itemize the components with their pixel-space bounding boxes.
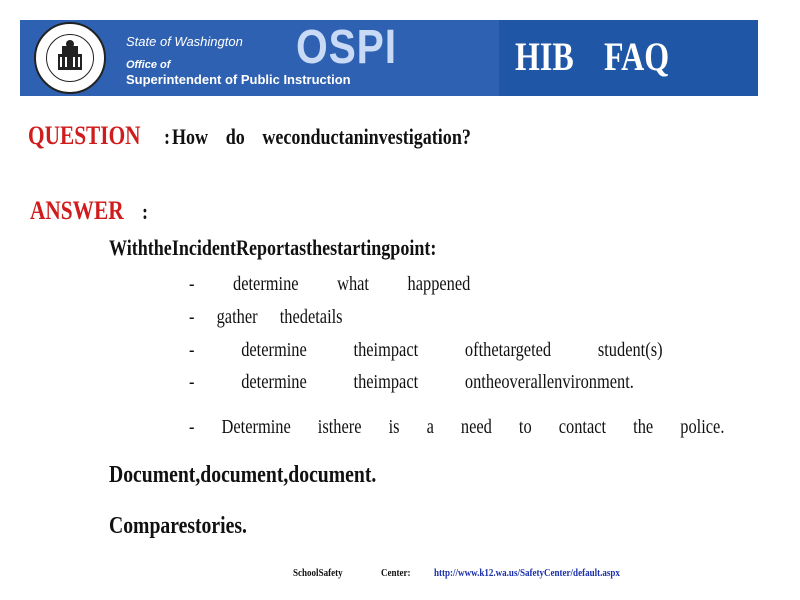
- office-name: Superintendent of Public Instruction: [126, 72, 351, 87]
- question-colon: :: [164, 124, 171, 149]
- footer-link[interactable]: http://www.k12.wa.us/SafetyCenter/default.aspx: [434, 567, 620, 579]
- title-faq: FAQ: [604, 34, 670, 79]
- title-hib: HIB: [515, 34, 574, 79]
- list-item: - determine theimpact ontheoverallenvironment.: [189, 371, 634, 393]
- list-item: - Determine isthere is a need to contact the police.: [189, 416, 725, 438]
- list-item: - determine theimpact ofthetargeted student(s): [189, 339, 663, 361]
- question-text: How do weconductaninvestigation?: [172, 124, 471, 149]
- answer-colon: :: [142, 199, 149, 224]
- answer-label: ANSWER: [30, 196, 124, 225]
- footer-label: Center:: [381, 567, 411, 579]
- answer-intro: WiththeIncidentReportasthestartingpoint:: [109, 235, 437, 260]
- office-label: Office of: [126, 59, 171, 71]
- compare-line: Comparestories.: [109, 513, 247, 539]
- document-line: Document,document,document.: [109, 462, 377, 488]
- state-label: State of Washington: [126, 34, 243, 49]
- question-label: QUESTION: [28, 121, 141, 150]
- list-item: - gather thedetails: [189, 306, 343, 328]
- list-item: - determine what happened: [189, 273, 471, 295]
- state-seal-icon: [34, 22, 106, 94]
- footer-label: SchoolSafety: [293, 567, 343, 579]
- agency-abbreviation: OSPI: [296, 21, 397, 74]
